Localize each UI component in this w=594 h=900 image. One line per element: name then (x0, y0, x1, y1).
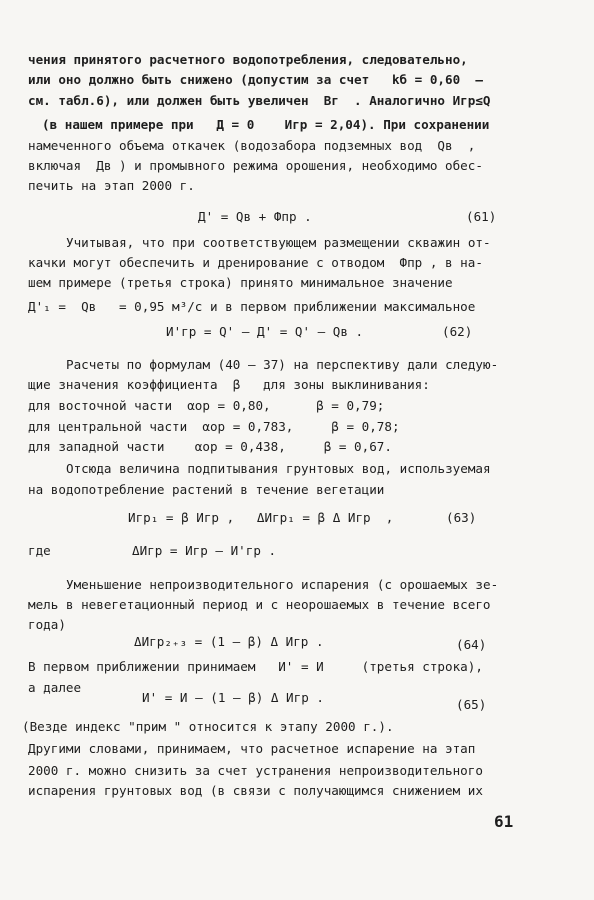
text-line: намеченного объема откачек (водозабора подземных вод Qв , (28, 138, 476, 153)
formula-64: ΔИгр₂₊₃ = (1 – β) Δ Игр . (134, 634, 324, 649)
text-line: Уменьшение непроизводительного испарения (с орошаемых зе- (66, 577, 499, 592)
text-line: а далее (28, 680, 82, 695)
text-line: для западной части αор = 0,438, β = 0,67. (28, 439, 392, 454)
equation-number: (65) (456, 697, 487, 712)
formula-65: И' = И – (1 – β) Δ Игр . (142, 690, 324, 705)
text-line: Учитывая, что при соответствующем размещении скважин от- (66, 235, 491, 250)
text-line: Д'₁ = Qв = 0,95 м³/с и в первом приближении максимальное (28, 299, 476, 314)
text-line: Отсюда величина подпитывания грунтовых вод, используемая (66, 461, 491, 476)
text-line: (Везде индекс "прим " относится к этапу 2000 г.). (22, 719, 394, 734)
text-line: 2000 г. можно снизить за счет устранения непроизводительного (28, 763, 483, 778)
text-line: для восточной части αор = 0,80, β = 0,79; (28, 398, 385, 413)
text-line: щие значения коэффициента β для зоны выклинивания: (28, 377, 430, 392)
text-line: мель в невегетационный период и с неорошаемых в течение всего (28, 597, 491, 612)
equation-number: (61) (466, 209, 497, 224)
text-line: включая Дв ) и промывного режима орошения, необходимо обес- (28, 158, 483, 173)
equation-number: (62) (442, 324, 473, 339)
text-line: (в нашем примере при Д = 0 Игр = 2,04). При сохранении (42, 117, 490, 132)
text-line: или оно должно быть снижено (допустим за счет kб = 0,60 – (28, 72, 483, 87)
text-line: где (28, 543, 51, 558)
formula-61: Д' = Qв + Фпр . (198, 209, 312, 224)
text-line: Другими словами, принимаем, что расчетное испарение на этап (28, 741, 476, 756)
text-line: печить на этап 2000 г. (28, 178, 195, 193)
text-line: для центральной части αор = 0,783, β = 0,78; (28, 419, 400, 434)
text-line: см. табл.6), или должен быть увеличен Вг . Аналогично Игр≤Q (28, 93, 491, 108)
equation-number: (64) (456, 637, 487, 652)
text-line: на водопотребление растений в течение вегетации (28, 482, 385, 497)
page-number: 61 (494, 812, 514, 831)
formula-delta-igr: ΔИгр = Игр – И'гр . (132, 543, 277, 558)
text-line: В первом приближении принимаем И' = И (третья строка), (28, 659, 483, 674)
text-line: года) (28, 617, 66, 632)
formula-63: Игр₁ = β Игр , ΔИгр₁ = β Δ Игр , (128, 510, 394, 525)
equation-number: (63) (446, 510, 477, 525)
text-line: чения принятого расчетного водопотребления, следовательно, (28, 52, 468, 67)
text-line: испарения грунтовых вод (в связи с получающимся снижением их (28, 783, 483, 798)
text-line: качки могут обеспечить и дренирование с отводом Фпр , в на- (28, 255, 483, 270)
text-line: шем примере (третья строка) принято минимальное значение (28, 275, 453, 290)
text-line: Расчеты по формулам (40 – 37) на перспективу дали следую- (66, 357, 499, 372)
formula-62: И'гр = Q' – Д' = Q' – Qв . (166, 324, 364, 339)
